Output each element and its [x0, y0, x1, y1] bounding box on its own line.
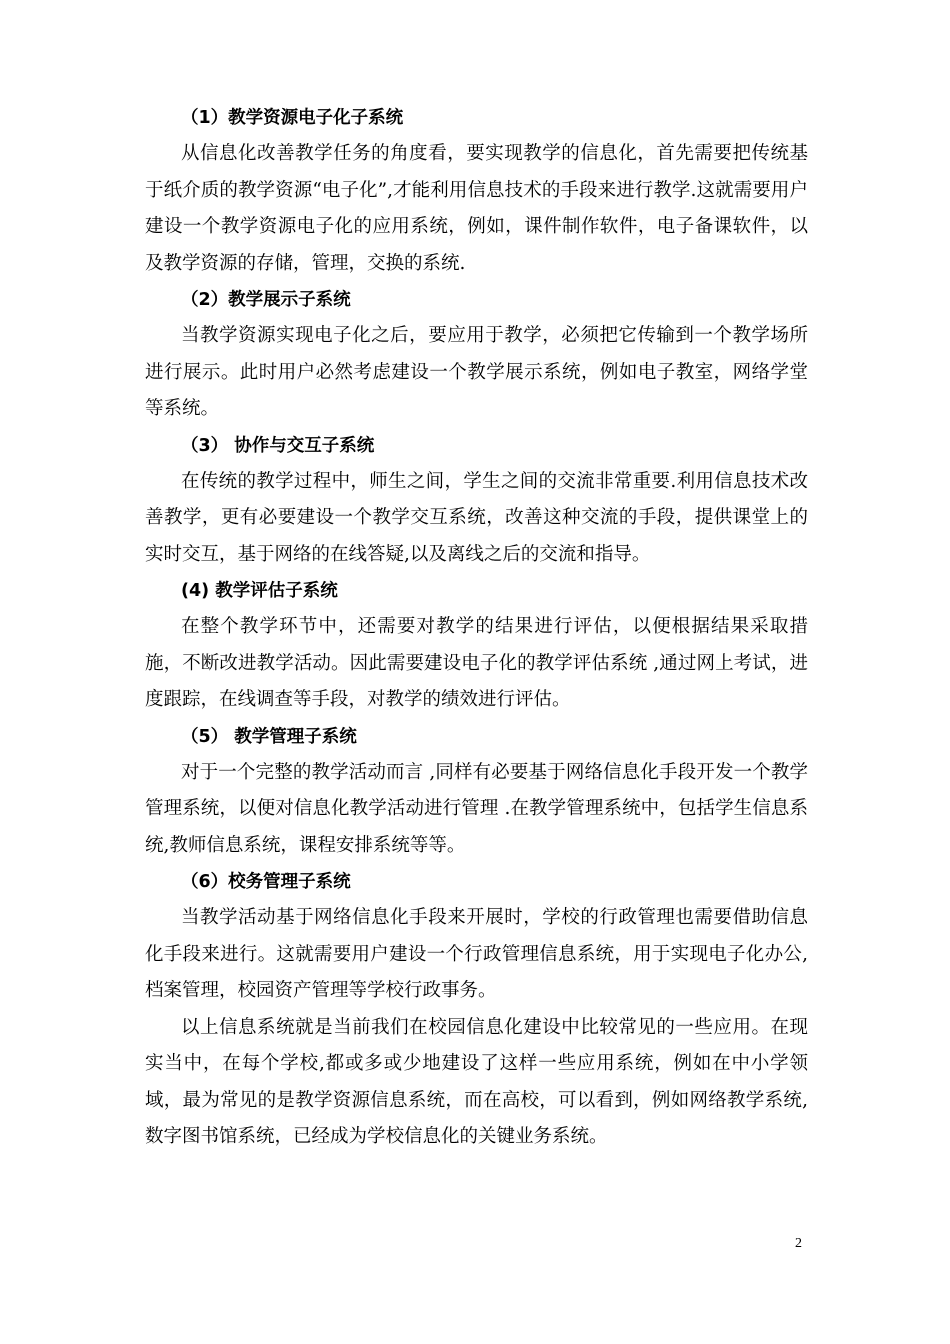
section-paragraph-4: 在整个教学环节中，还需要对教学的结果进行评估，以便根据结果采取措施，不断改进教学活动。因此需要建设电子化的教学评估系统 ,通过网上考试，进度跟踪，在线调查等手段，对教学的绩效进行评估。 — [145, 616, 808, 710]
section-paragraph-5: 对于一个完整的教学活动而言 ,同样有必要基于网络信息化手段开发一个教学管理系统，以便对信息化教学活动进行管理 .在教学管理系统中，包括学生信息系统,教师信息系统，课程安排系统等等。 — [145, 761, 808, 856]
document-body — [145, 100, 808, 1156]
section-paragraph-6: 当教学活动基于网络信息化手段来开展时，学校的行政管理也需要借助信息化手段来进行。这就需要用户建设一个行政管理信息系统，用于实现电子化办公,档案管理，校园资产管理等学校行政事务。 — [145, 907, 808, 1001]
section-heading-3: （3） 协作与交互子系统 — [181, 435, 375, 456]
page-number: 2 — [795, 1236, 802, 1251]
section-heading-1: （1）教学资源电子化子系统 — [181, 108, 404, 128]
section-paragraph-3: 在传统的教学过程中，师生之间，学生之间的交流非常重要.利用信息技术改善教学，更有必要建设一个教学交互系统，改善这种交流的手段，提供课堂上的实时交互，基于网络的在线答疑,以及离线之后的交流和指导。 — [145, 470, 808, 565]
section-heading-5: （5） 教学管理子系统 — [181, 726, 357, 747]
section-heading-6: （6）校务管理子系统 — [181, 872, 351, 892]
section-paragraph-1: 从信息化改善教学任务的角度看，要实现教学的信息化，首先需要把传统基于纸介质的教学资源“电子化”,才能利用信息技术的手段来进行教学.这就需要用户建设一个教学资源电子化的应用系统，例如，课件制作软件，电子备课软件，以及教学资源的存储，管理，交换的系统. — [145, 143, 808, 274]
summary-paragraph: 以上信息系统就是当前我们在校园信息化建设中比较常见的一些应用。在现实当中，在每个学校,都或多或少地建设了这样一些应用系统，例如在中小学领域，最为常见的是教学资源信息系统，而在高校，可以看到，例如网络教学系统,数字图书馆系统，已经成为学校信息化的关键业务系统。 — [145, 1016, 808, 1147]
section-paragraph-2: 当教学资源实现电子化之后，要应用于教学，必须把它传输到一个教学场所进行展示。此时用户必然考虑建设一个教学展示系统，例如电子教室，网络学堂等系统。 — [145, 325, 808, 419]
section-heading-2: （2）教学展示子系统 — [181, 290, 351, 310]
section-heading-4: (4) 教学评估子系统 — [181, 581, 338, 601]
